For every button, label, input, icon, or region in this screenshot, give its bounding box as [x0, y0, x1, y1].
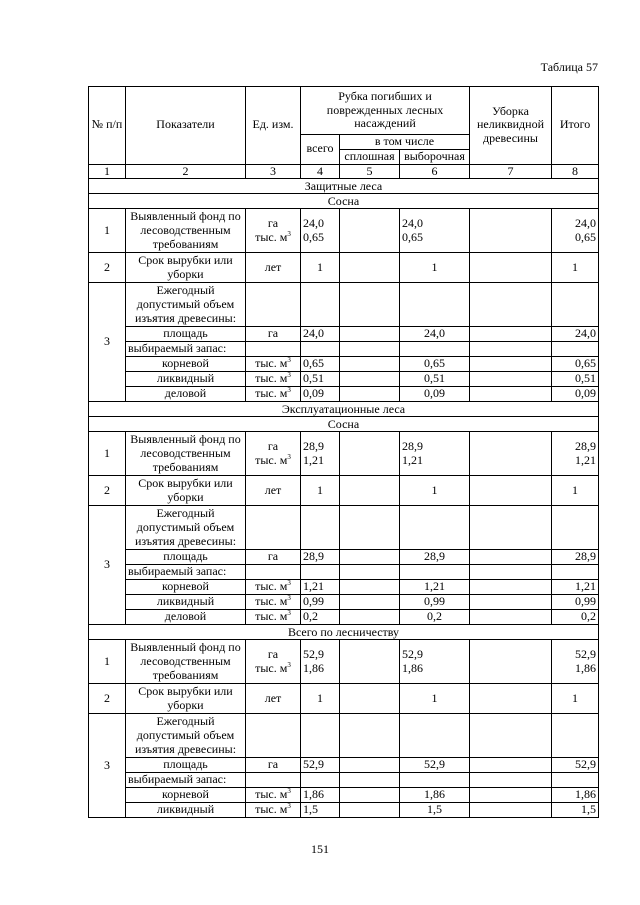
col-index: 3 [246, 164, 301, 179]
business-total: 0,2 [301, 610, 340, 625]
term-sum: 1 [552, 253, 599, 283]
col-index: 4 [301, 164, 340, 179]
unit-m3: тыс. $м^3$ [246, 595, 301, 610]
row-number: 1 [89, 640, 126, 684]
root-total: 1,21 [301, 580, 340, 595]
area-sum: 28,9 [552, 550, 599, 565]
row-number: 3 [89, 283, 126, 402]
root-sum: 1,21 [552, 580, 599, 595]
section-title: Защитные леса [89, 179, 599, 194]
area-selective: 52,9 [400, 758, 470, 773]
label-business: деловой [126, 387, 246, 402]
business-sum: 0,09 [552, 387, 599, 402]
fund-total: 52,9 1,86 [301, 640, 340, 684]
unit-m3: тыс. $м^3$ [246, 580, 301, 595]
liquid-selective: 0,51 [400, 372, 470, 387]
label-fund: Выявленный фонд по лесоводственным требованиям [126, 640, 246, 684]
root-sum: 0,65 [552, 357, 599, 372]
area-sum: 24,0 [552, 327, 599, 342]
header-num: № п/п [89, 87, 126, 165]
unit-ha: га [246, 758, 301, 773]
unit-ha-m3: га тыс. $м^3$ [246, 640, 301, 684]
section-species: Сосна [89, 417, 599, 432]
liquid-total: 0,51 [301, 372, 340, 387]
header-dead-felling: Рубка погибших и поврежденных лесных насаждений [301, 87, 470, 135]
header-selective: выборочная [400, 149, 470, 164]
fund-total: 24,0 0,65 [301, 209, 340, 253]
liquid-sum: 1,5 [552, 803, 599, 818]
label-fund: Выявленный фонд по лесоводственным требованиям [126, 209, 246, 253]
row-number: 3 [89, 714, 126, 818]
business-total: 0,09 [301, 387, 340, 402]
fund-sum: 24,0 0,65 [552, 209, 599, 253]
col-index: 1 [89, 164, 126, 179]
table-caption: Таблица 57 [540, 60, 598, 74]
col-index: 6 [400, 164, 470, 179]
header-unit: Ед. изм. [246, 87, 301, 165]
col-index: 8 [552, 164, 599, 179]
liquid-selective: 0,99 [400, 595, 470, 610]
root-selective: 0,65 [400, 357, 470, 372]
label-term: Срок вырубки или уборки [126, 253, 246, 283]
unit-years: лет [246, 253, 301, 283]
fund-sum: 52,9 1,86 [552, 640, 599, 684]
label-liquid: ликвидный [126, 372, 246, 387]
fund-selective: 24,0 0,65 [400, 209, 470, 253]
row-number: 1 [89, 432, 126, 476]
header-sum: Итого [552, 87, 599, 165]
business-sum: 0,2 [552, 610, 599, 625]
label-root: корневой [126, 580, 246, 595]
liquid-total: 0,99 [301, 595, 340, 610]
label-liquid: ликвидный [126, 595, 246, 610]
label-term: Срок вырубки или уборки [126, 684, 246, 714]
unit-ha: га [246, 327, 301, 342]
col-index: 7 [470, 164, 552, 179]
root-total: 0,65 [301, 357, 340, 372]
unit-m3: тыс. $м^3$ [246, 387, 301, 402]
unit-years: лет [246, 476, 301, 506]
unit-ha-m3: га тыс. $м^3$ [246, 432, 301, 476]
area-total: 24,0 [301, 327, 340, 342]
term-sum: 1 [552, 476, 599, 506]
unit-ha: га [246, 550, 301, 565]
section-title: Эксплуатационные леса [89, 402, 599, 417]
root-sum: 1,86 [552, 788, 599, 803]
label-business: деловой [126, 610, 246, 625]
term-selective: 1 [400, 253, 470, 283]
unit-m3: тыс. $м^3$ [246, 372, 301, 387]
liquid-total: 1,5 [301, 803, 340, 818]
label-term: Срок вырубки или уборки [126, 476, 246, 506]
area-selective: 28,9 [400, 550, 470, 565]
label-liquid: ликвидный [126, 803, 246, 818]
root-total: 1,86 [301, 788, 340, 803]
liquid-sum: 0,51 [552, 372, 599, 387]
term-sum: 1 [552, 684, 599, 714]
row-number: 2 [89, 253, 126, 283]
label-allowed: Ежегодный допустимый объем изъятия древесины: [126, 714, 246, 758]
business-selective: 0,2 [400, 610, 470, 625]
area-total: 28,9 [301, 550, 340, 565]
root-selective: 1,86 [400, 788, 470, 803]
unit-m3: тыс. $м^3$ [246, 788, 301, 803]
label-stock: выбираемый запас: [126, 565, 246, 580]
term-selective: 1 [400, 684, 470, 714]
page-number: 151 [311, 842, 329, 856]
fund-selective: 52,9 1,86 [400, 640, 470, 684]
label-allowed: Ежегодный допустимый объем изъятия древесины: [126, 283, 246, 327]
header-indicators: Показатели [126, 87, 246, 165]
header-cleanup: Уборка неликвидной древесины [470, 87, 552, 165]
label-root: корневой [126, 788, 246, 803]
col-index: 2 [126, 164, 246, 179]
root-selective: 1,21 [400, 580, 470, 595]
header-incl: в том числе [340, 135, 470, 150]
label-stock: выбираемый запас: [126, 773, 246, 788]
section-title: Всего по лесничеству [89, 625, 599, 640]
business-selective: 0,09 [400, 387, 470, 402]
label-allowed: Ежегодный допустимый объем изъятия древесины: [126, 506, 246, 550]
liquid-sum: 0,99 [552, 595, 599, 610]
fund-total: 28,9 1,21 [301, 432, 340, 476]
area-sum: 52,9 [552, 758, 599, 773]
unit-m3: тыс. $м^3$ [246, 357, 301, 372]
label-root: корневой [126, 357, 246, 372]
term-total: 1 [301, 476, 340, 506]
header-total-sub: всего [301, 135, 340, 165]
unit-ha-m3: га тыс. $м^3$ [246, 209, 301, 253]
term-total: 1 [301, 684, 340, 714]
unit-years: лет [246, 684, 301, 714]
term-total: 1 [301, 253, 340, 283]
label-stock: выбираемый запас: [126, 342, 246, 357]
row-number: 2 [89, 684, 126, 714]
term-selective: 1 [400, 476, 470, 506]
col-index: 5 [340, 164, 400, 179]
header-solid: сплошная [340, 149, 400, 164]
area-total: 52,9 [301, 758, 340, 773]
liquid-selective: 1,5 [400, 803, 470, 818]
label-area: площадь [126, 327, 246, 342]
row-number: 3 [89, 506, 126, 625]
unit-m3: тыс. $м^3$ [246, 610, 301, 625]
label-area: площадь [126, 550, 246, 565]
row-number: 1 [89, 209, 126, 253]
label-fund: Выявленный фонд по лесоводственным требованиям [126, 432, 246, 476]
section-species: Сосна [89, 194, 599, 209]
felling-table [88, 86, 599, 818]
fund-sum: 28,9 1,21 [552, 432, 599, 476]
area-selective: 24,0 [400, 327, 470, 342]
label-area: площадь [126, 758, 246, 773]
unit-m3: тыс. $м^3$ [246, 803, 301, 818]
row-number: 2 [89, 476, 126, 506]
fund-selective: 28,9 1,21 [400, 432, 470, 476]
